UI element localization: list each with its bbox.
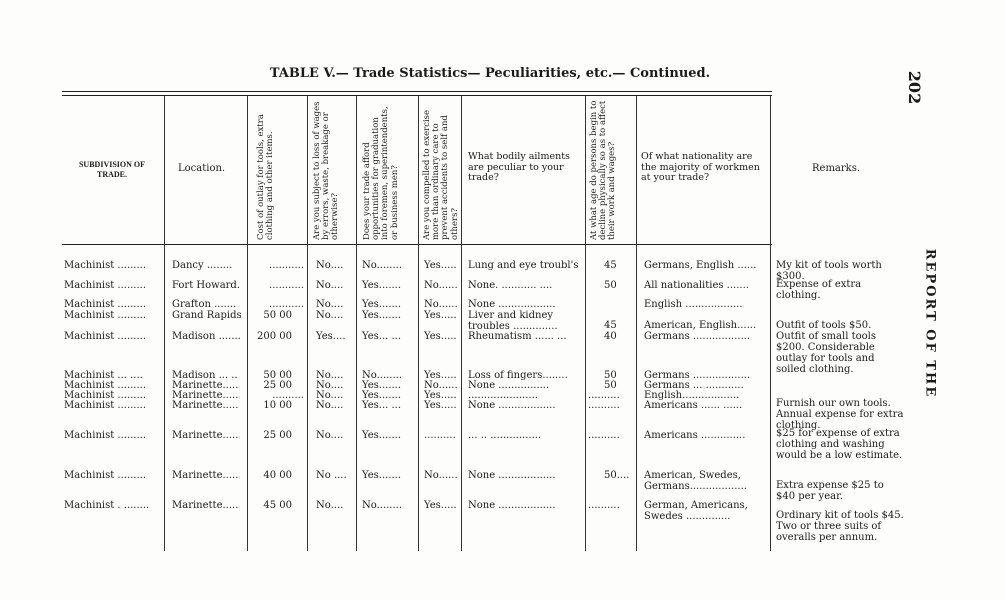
cell-care: Yes..... (424, 500, 457, 511)
cell-ailment: None ................ (468, 380, 550, 391)
cell-care: Yes..... (424, 260, 457, 271)
cell-loss: No.... (316, 260, 344, 271)
cell-graduation: Yes....... (362, 280, 402, 291)
cell-loss: No.... (316, 370, 344, 381)
cell-graduation: Yes....... (362, 470, 402, 481)
cell-remarks: Extra expense $25 to $40 per year. (776, 480, 884, 502)
cell-location: Fort Howard. (172, 280, 241, 291)
cell-graduation: No........ (362, 500, 403, 511)
header-location: Location. (178, 163, 226, 174)
cell-trade: Machinist ......... (64, 380, 147, 391)
cell-care: No...... (424, 470, 458, 481)
cell-cost: 45 00 (263, 500, 292, 511)
cell-location: Grafton ....... (172, 299, 237, 310)
cell-cost: 40 00 (263, 470, 292, 481)
header-graduation: Does your trade afford opportunities for graduation into foremen, superintendents, or business men? (362, 106, 400, 240)
cell-loss: No.... (316, 390, 344, 401)
cell-cost: ........... (269, 260, 304, 271)
cell-loss: No.... (316, 500, 344, 511)
col-divider (356, 96, 357, 551)
cell-trade: Machinist ......... (64, 331, 147, 342)
cell-location: Madison ....... (172, 331, 241, 342)
cell-care: No...... (424, 280, 458, 291)
cell-location: Marinette..... (172, 470, 239, 481)
cell-cost: 50 00 (263, 310, 292, 321)
cell-care: No...... (424, 380, 458, 391)
col-divider (585, 96, 586, 551)
cell-nationality: English.................. (644, 390, 740, 401)
cell-remarks: Ordinary kit of tools $45. Two or three suits of overalls per annum. (776, 510, 904, 543)
cell-age: 50 (604, 380, 617, 391)
page-title: TABLE V.— Trade Statistics— Peculiarities, etc.— Continued. (269, 66, 711, 81)
cell-care: Yes..... (424, 400, 457, 411)
cell-nationality: German, Americans, Swedes .............. (644, 500, 748, 522)
header-subdivision: SUBDIVISION OF TRADE. (78, 160, 145, 179)
header-rule (62, 244, 772, 245)
side-running-title: REPORT OF THE (922, 248, 938, 399)
cell-care: Yes..... (424, 370, 457, 381)
cell-graduation: Yes....... (362, 430, 402, 441)
cell-graduation: Yes....... (362, 390, 402, 401)
cell-ailment: None .................. (468, 299, 556, 310)
col-divider (247, 96, 248, 551)
cell-loss: No.... (316, 400, 344, 411)
top-rule-2 (62, 95, 772, 96)
cell-loss: No.... (316, 430, 344, 441)
header-cost: Cost of outlay for tools, extra clothing and other items. (256, 114, 276, 240)
col-divider (461, 96, 462, 551)
cell-ailment: None .................. (468, 400, 556, 411)
cell-loss: No.... (316, 380, 344, 391)
cell-location: Marinette..... (172, 380, 239, 391)
cell-trade: Machinist ......... (64, 430, 147, 441)
cell-loss: No.... (316, 280, 344, 291)
cell-ailment: Liver and kidney troubles .............. (468, 310, 558, 332)
cell-cost: 25 00 (263, 380, 292, 391)
cell-location: Marinette..... (172, 430, 239, 441)
cell-trade: Machinist ......... (64, 390, 147, 401)
cell-cost: 200 00 (257, 331, 292, 342)
cell-age: 45 (604, 320, 617, 331)
top-rule (62, 91, 772, 92)
cell-nationality: Germans .................. (644, 331, 751, 342)
cell-location: Grand Rapids (172, 310, 242, 321)
cell-care: Yes..... (424, 390, 457, 401)
cell-cost: ........... (269, 280, 304, 291)
cell-age: .......... (588, 400, 620, 411)
col-divider (307, 96, 308, 551)
cell-age: 50 (604, 280, 617, 291)
cell-remarks: Furnish our own tools. Annual expense for extra clothing. (776, 398, 904, 431)
cell-loss: No .... (316, 470, 347, 481)
cell-graduation: Yes....... (362, 310, 402, 321)
header-remarks: Remarks. (812, 163, 861, 174)
header-ailments: What bodily ailments are peculiar to your trade? (468, 151, 570, 183)
cell-nationality: American, Swedes, Germans.................. (644, 470, 747, 492)
cell-ailment: ...................... (468, 390, 538, 401)
cell-graduation: Yes... ... (362, 400, 402, 411)
header-age: At what age do persons begin to decline physically so as to affect their work and wages? (589, 100, 618, 240)
header-loss: Are you subject to loss of wages by errors, waste, breakage or otherwise? (312, 101, 341, 240)
cell-age: .......... (588, 500, 620, 511)
cell-age: 40 (604, 331, 617, 342)
page-number: 202 (905, 70, 925, 105)
col-divider (164, 96, 165, 551)
cell-cost: ........... (269, 299, 304, 310)
cell-graduation: Yes....... (362, 299, 402, 310)
cell-loss: No.... (316, 310, 344, 321)
cell-trade: Machinist ......... (64, 310, 147, 321)
cell-graduation: Yes... ... (362, 331, 402, 342)
cell-trade: Machinist ......... (64, 400, 147, 411)
cell-remarks: Outfit of tools $50. (776, 320, 872, 331)
col-divider (418, 96, 419, 551)
col-divider (636, 96, 637, 551)
cell-nationality: English .................. (644, 299, 743, 310)
cell-care: No...... (424, 299, 458, 310)
cell-age: .......... (588, 390, 620, 401)
cell-trade: Machinist ... .... (64, 370, 143, 381)
cell-care: .......... (424, 430, 456, 441)
cell-age: .......... (588, 430, 620, 441)
cell-location: Marinette..... (172, 390, 239, 401)
cell-age: 50.... (604, 470, 630, 481)
cell-location: Dancy ........ (172, 260, 233, 271)
cell-trade: Machinist ......... (64, 280, 147, 291)
cell-remarks: Outfit of small tools $200. Considerable outlay for tools and soiled clothing. (776, 331, 876, 375)
cell-location: Marinette..... (172, 400, 239, 411)
cell-graduation: No........ (362, 370, 403, 381)
cell-ailment: None .................. (468, 470, 556, 481)
cell-care: Yes..... (424, 331, 457, 342)
cell-nationality: Germans ... ............ (644, 380, 744, 391)
cell-graduation: No........ (362, 260, 403, 271)
cell-trade: Machinist . ........ (64, 500, 150, 511)
cell-care: Yes..... (424, 310, 457, 321)
col-divider (770, 96, 771, 551)
cell-trade: Machinist ......... (64, 260, 147, 271)
cell-ailment: Loss of fingers........ (468, 370, 568, 381)
cell-remarks: My kit of tools worth $300. (776, 260, 882, 282)
cell-loss: Yes.... (316, 331, 346, 342)
cell-cost: 25 00 (263, 430, 292, 441)
cell-nationality: Germans .................. (644, 370, 751, 381)
cell-location: Madison ... .. (172, 370, 238, 381)
cell-location: Marinette..... (172, 500, 239, 511)
cell-ailment: None. ........... .... (468, 280, 553, 291)
cell-nationality: Germans, English ...... (644, 260, 757, 271)
cell-age: 50 (604, 370, 617, 381)
cell-cost: .......... (272, 390, 304, 401)
cell-graduation: Yes....... (362, 380, 402, 391)
cell-ailment: Rheumatism ...... ... (468, 331, 567, 342)
header-nationality: Of what nationality are the majority of workmen at your trade? (641, 151, 760, 183)
cell-cost: 50 00 (263, 370, 292, 381)
cell-nationality: American, English...... (644, 320, 757, 331)
cell-trade: Machinist ......... (64, 470, 147, 481)
cell-remarks: $25 for expense of extra clothing and washing would be a low estimate. (776, 428, 903, 461)
cell-nationality: Americans ...... ...... (644, 400, 743, 411)
cell-trade: Machinist ......... (64, 299, 147, 310)
cell-age: 45 (604, 260, 617, 271)
cell-nationality: All nationalities ....... (644, 280, 749, 291)
cell-ailment: ... .. ................ (468, 430, 542, 441)
cell-ailment: Lung and eye troubl's (468, 260, 579, 271)
cell-cost: 10 00 (263, 400, 292, 411)
header-care: Are you compelled to exercise more than ordinary care to prevent accidents to self and others? (422, 109, 460, 240)
cell-ailment: None .................. (468, 500, 556, 511)
cell-loss: No.... (316, 299, 344, 310)
cell-remarks: Expense of extra clothing. (776, 279, 862, 301)
cell-nationality: Americans .............. (644, 430, 746, 441)
